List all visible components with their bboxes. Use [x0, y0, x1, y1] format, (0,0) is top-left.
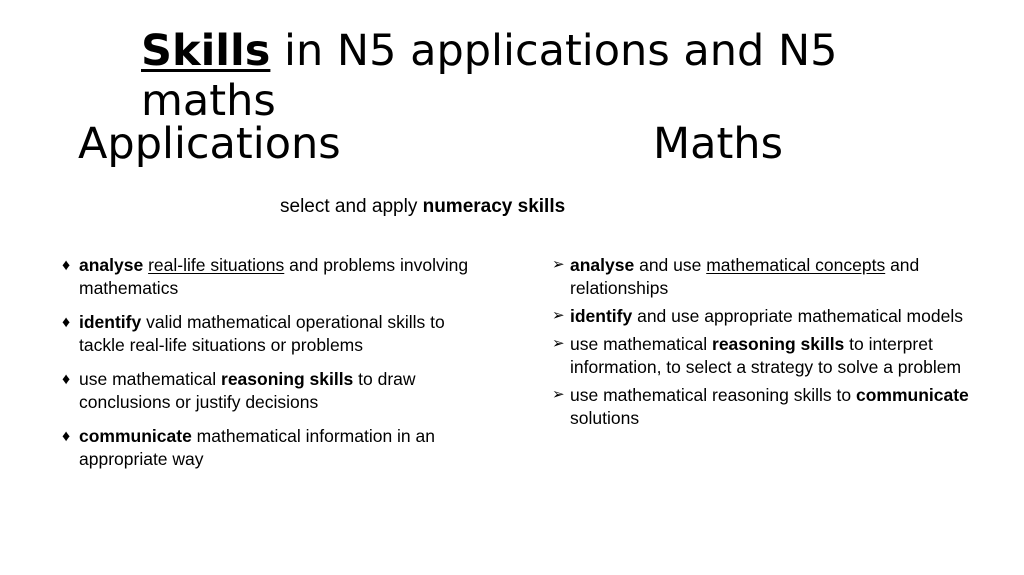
applications-heading: Applications — [78, 119, 341, 169]
item-bold: reasoning skills — [712, 334, 845, 354]
item-text: and relationships — [570, 255, 920, 298]
item-bold: reasoning skills — [221, 369, 354, 389]
item-verb: identify — [570, 306, 633, 326]
list-item — [62, 368, 482, 414]
item-text: use mathematical — [79, 369, 222, 389]
subheading-bold: numeracy skills — [422, 196, 566, 217]
applications-list — [62, 254, 482, 482]
arrow-icon: ➢ — [552, 256, 565, 273]
item-text: and problems involving mathematics — [79, 255, 469, 298]
item-text: to interpret information, to select a strategy to solve a problem — [570, 334, 962, 377]
list-item — [62, 311, 482, 357]
item-verb: analyse — [79, 255, 144, 275]
item-text: mathematical information in an appropriate way — [79, 426, 435, 469]
diamond-icon: ♦ — [62, 371, 71, 388]
list-item — [552, 333, 982, 379]
title-rest: in N5 applications and N5 maths — [141, 26, 838, 126]
page-title — [141, 26, 901, 126]
list-item — [552, 384, 982, 430]
title-keyword: Skills — [141, 26, 271, 76]
item-text: use mathematical reasoning skills to — [570, 385, 856, 405]
list-item — [552, 254, 982, 300]
item-underlined: real-life situations — [148, 255, 285, 275]
subheading — [280, 195, 565, 219]
maths-heading: Maths — [653, 119, 783, 169]
arrow-icon: ➢ — [552, 335, 565, 352]
item-text: to draw conclusions or justify decisions — [79, 369, 416, 412]
arrow-icon: ➢ — [552, 307, 565, 324]
item-text: valid mathematical operational skills to tackle real-life situations or problems — [79, 312, 445, 355]
diamond-icon: ♦ — [62, 314, 71, 331]
maths-list — [552, 254, 982, 435]
item-verb: communicate — [79, 426, 192, 446]
item-bold: communicate — [855, 385, 969, 405]
subheading-text: select and apply — [280, 196, 423, 217]
arrow-icon: ➢ — [552, 386, 565, 403]
item-verb: analyse — [570, 255, 635, 275]
item-text: use mathematical — [570, 334, 713, 354]
item-text: solutions — [570, 408, 640, 428]
diamond-icon: ♦ — [62, 428, 71, 445]
diamond-icon: ♦ — [62, 257, 71, 274]
list-item — [62, 425, 482, 471]
item-text: and use appropriate mathematical models — [632, 306, 963, 326]
item-text: and use — [634, 255, 707, 275]
list-item — [552, 305, 982, 328]
list-item — [62, 254, 482, 300]
item-underlined: mathematical concepts — [706, 255, 886, 275]
item-verb: identify — [79, 312, 142, 332]
